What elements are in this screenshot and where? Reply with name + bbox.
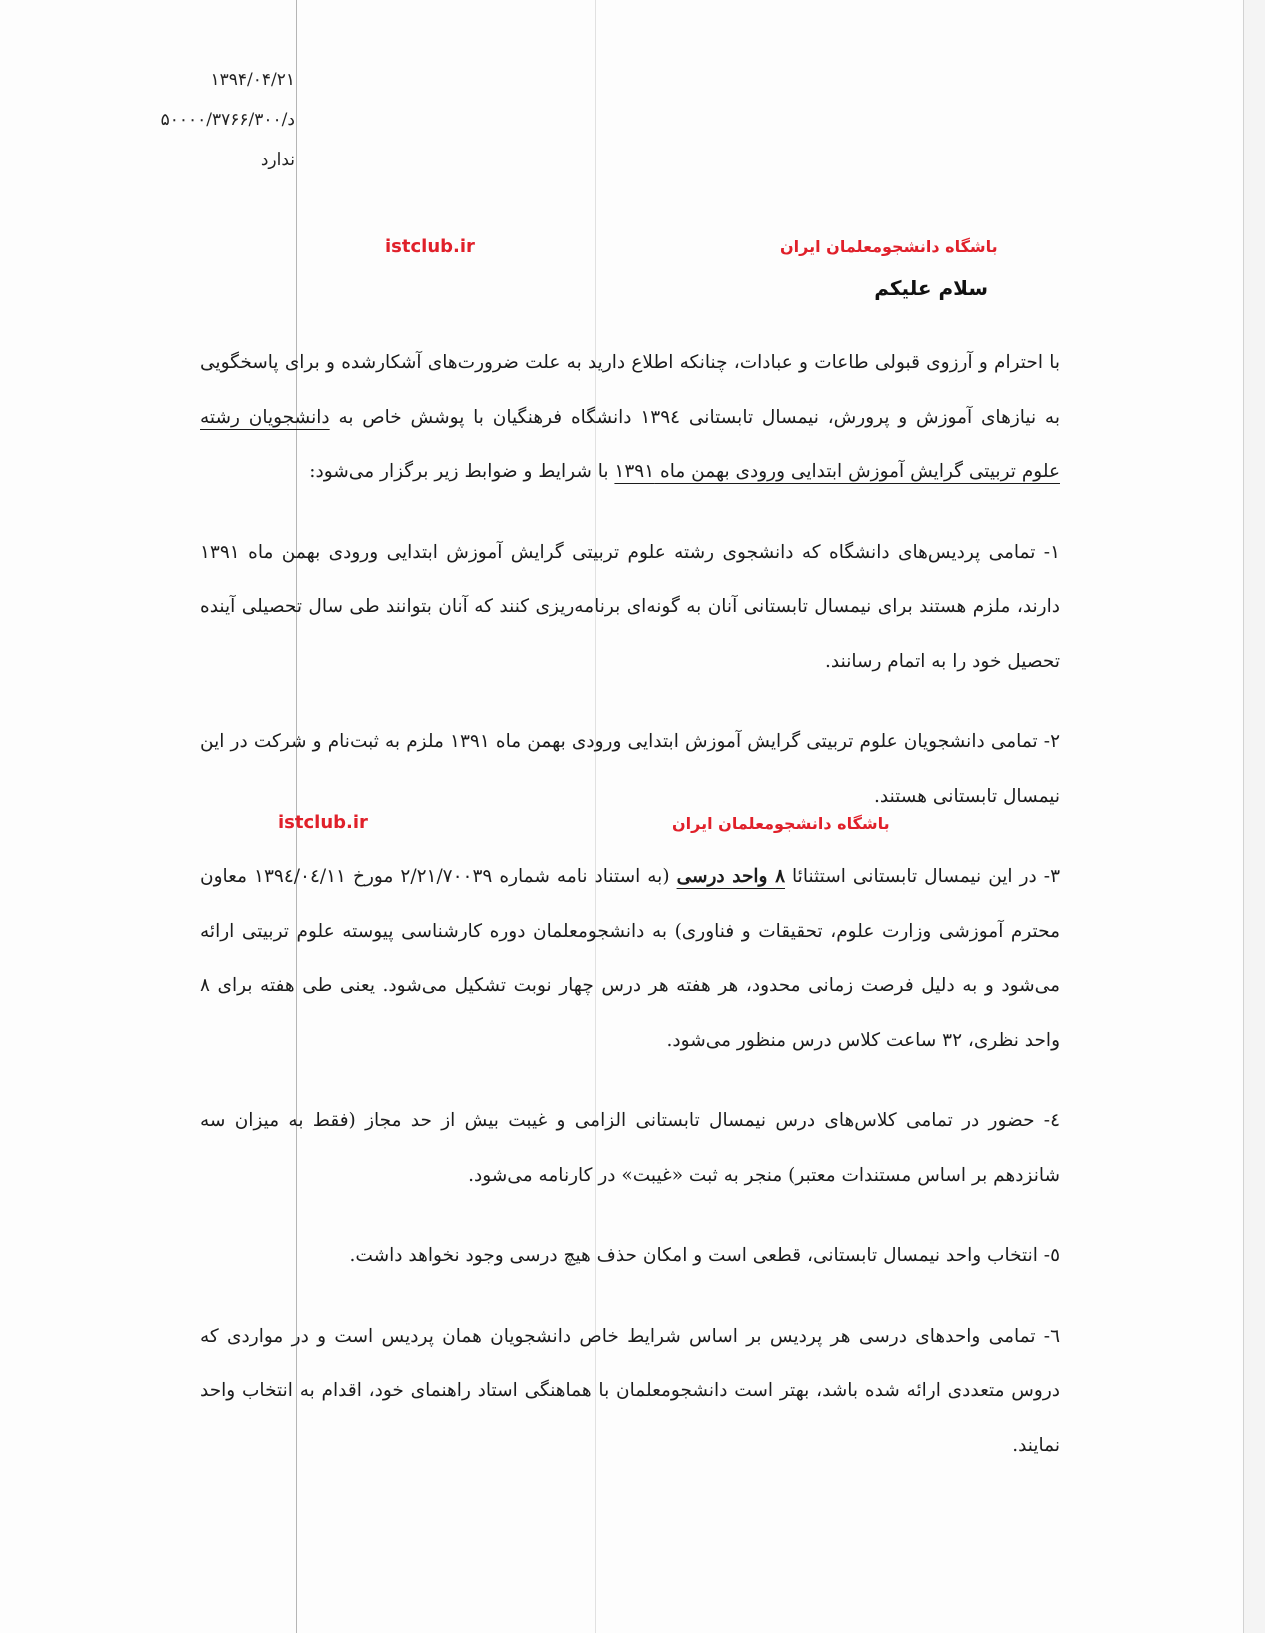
intro-text: با احترام و آرزوی قبولی طاعات و عبادات، چنانکه اطلاع دارید به علت ضرورت‌های آشکارشده و برای پاسخگویی به نیازهای آموزش و پرورش، نیمسال تابستانی ۱۳۹٤ دانشگاه فرهنگیان با پوشش خاص به xyxy=(200,352,1060,428)
item-6: ٦- تمامی واحدهای درسی هر پردیس بر اساس شرایط خاص دانشجویان همان پردیس است و در مواردی که دروس متعددی ارائه شده باشد، بهتر است دانشجومعلمان با هماهنگی استاد راهنمای خود، اقدام به انتخاب واحد نمایند. xyxy=(200,1325,1060,1456)
letter-date: ۱۳۹۴/۰۴/۲۱ xyxy=(210,70,295,90)
intro-text-end: با شرایط و ضوابط زیر برگزار می‌شود: xyxy=(309,461,615,482)
watermark-club: باشگاه دانشجومعلمان ایران xyxy=(780,237,998,256)
letter-body xyxy=(200,336,1060,1499)
item-3-start: ۳- در این نیمسال تابستانی استثنائا xyxy=(785,866,1060,887)
letter-number: ۵۰۰۰۰/۳۷۶۶/۳۰۰/د xyxy=(160,110,295,130)
item-2: ۲- تمامی دانشجویان علوم تربیتی گرایش آموزش ابتدایی ورودی بهمن ماه ۱۳۹۱ ملزم به ثبت‌نام و شرکت در این نیمسال تابستانی هستند. xyxy=(200,731,1060,807)
greeting: سلام علیکم xyxy=(874,276,988,300)
item-3 xyxy=(200,850,1060,1068)
item-3-rest: (به استناد نامه شماره ۲/۲۱/۷۰۰۳۹ مورخ ۱۳۹٤/۰٤/۱۱ معاون محترم آموزشی وزارت علوم، تحقیقات و فناوری) به دانشجومعلمان دوره کارشناسی پیوسته علوم تربیتی ارائه می‌شود و به دلیل فرصت زمانی محدود، هر هفته هر درس چهار نوبت تشکیل می‌شود. یعنی طی هفته برای ۸ واحد نظری، ۳۲ ساعت کلاس درس منظور می‌شود. xyxy=(200,866,1060,1051)
item-3-emphasis: ۸ واحد درسی xyxy=(676,866,786,887)
paper-edge xyxy=(1243,0,1265,1633)
watermark-club-2: باشگاه دانشجومعلمان ایران xyxy=(672,814,890,833)
intro-underlined: دانشجویان رشته علوم تربیتی گرایش آموزش ابتدایی ورودی بهمن ماه ۱۳۹۱ xyxy=(200,406,1060,482)
item-5: ٥- انتخاب واحد نیمسال تابستانی، قطعی است و امکان حذف هیچ درسی وجود نخواهد داشت. xyxy=(349,1245,1060,1266)
item-4: ٤- حضور در تمامی کلاس‌های درس نیمسال تابستانی الزامی و غیبت بیش از حد مجاز (فقط به میزان سه شانزدهم بر اساس مستندات معتبر) منجر به ثبت «غیبت» در کارنامه می‌شود. xyxy=(200,1110,1060,1186)
letter-attachment: ندارد xyxy=(260,150,295,170)
watermark-site: istclub.ir xyxy=(385,236,475,257)
fold-line xyxy=(1243,0,1244,1633)
intro-paragraph xyxy=(200,336,1060,500)
watermark-site-2: istclub.ir xyxy=(278,812,368,833)
item-1: ۱- تمامی پردیس‌های دانشگاه که دانشجوی رشته علوم تربیتی گرایش آموزش ابتدایی ورودی بهمن ماه ۱۳۹۱ دارند، ملزم هستند برای نیمسال تابستانی آنان به گونه‌ای برنامه‌ریزی کنند که آنان بتوانند طی سال تحصیلی آینده تحصیل خود را به اتمام رسانند. xyxy=(200,541,1060,672)
